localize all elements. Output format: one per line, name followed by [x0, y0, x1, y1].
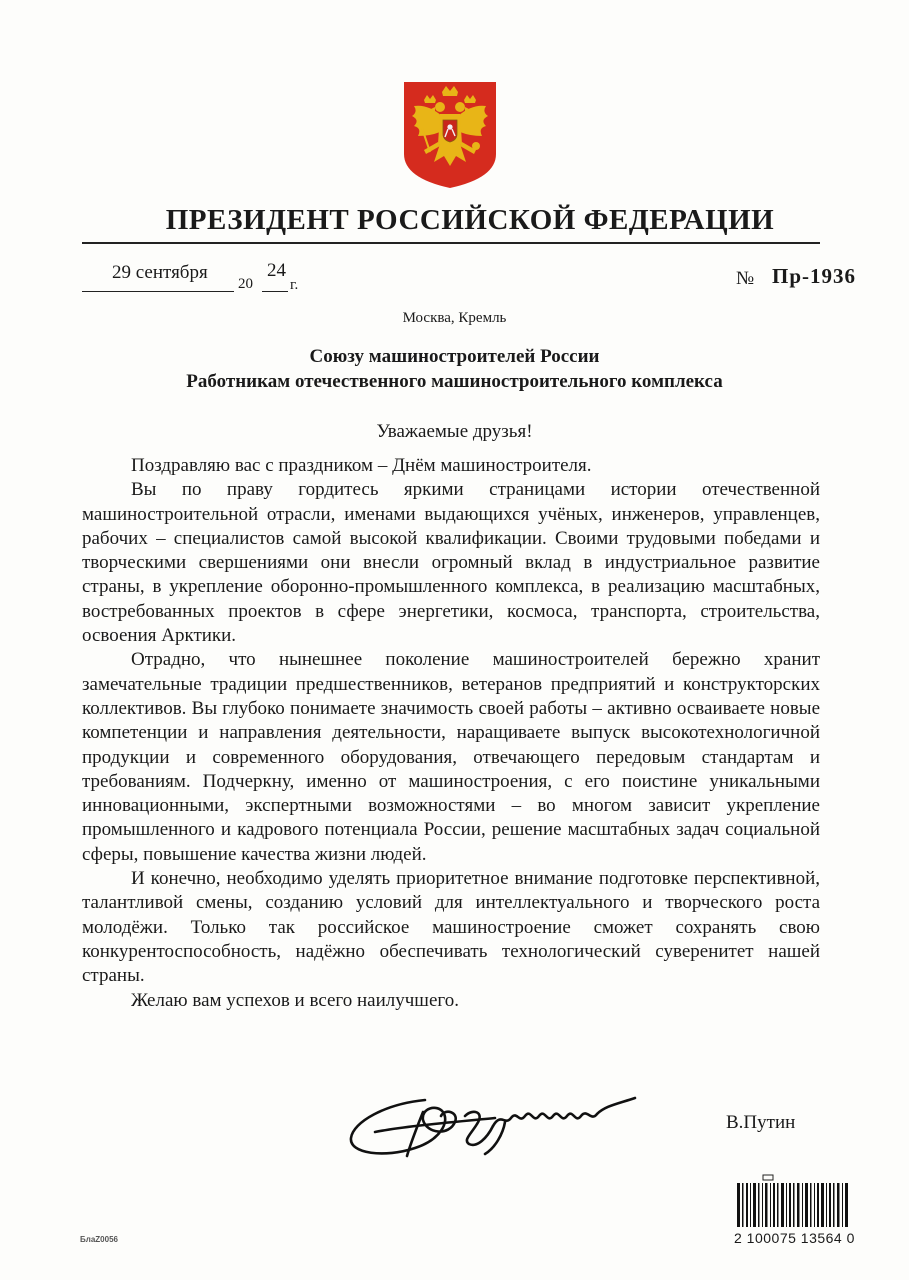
form-code: БлаZ0056	[80, 1235, 118, 1244]
letter-body	[82, 454, 820, 1013]
addressee-block	[0, 344, 909, 394]
body-paragraph: Отрадно, что нынешнее поколение машиностроителей бережно хранит замечательные традиции предшественников, ветеранов предприятий и конструкторских коллективов. Вы глубоко понимаете значимость своей работы – активно осваиваете новые компетенции и направления деятельности, наращиваете выпуск высокотехнологичной продукции и современного оборудования, отвечающего передовым стандартам и требованиям. Подчеркну, именно от машиностроения, с его поистине уникальными инновационными, экспертными возможностями – во многом зависит укрепление промышленного и кадрового потенциала России, решение масштабных задач социальной сферы, повышение качества жизни людей.	[82, 649, 820, 865]
body-paragraph: Вы по праву гордитесь яркими страницами истории отечественной машиностроительной отрасли, именами выдающихся учёных, инженеров, управленцев, рабочих – специалистов самой высокой квалификации. Своими трудовыми победами и творческими свершениями они внесли огромный вклад в индустриальное развитие страны, в укрепление оборонно-промышленного комплекса, в реализацию масштабных, востребованных проектов в сфере энергетики, космоса, транспорта, строительства, освоения Арктики.	[82, 479, 820, 647]
salutation: Уважаемые друзья!	[376, 421, 533, 442]
barcode-icon	[733, 1173, 853, 1229]
body-paragraph: Желаю вам успехов и всего наилучшего.	[131, 989, 459, 1011]
document-date: 29 сентября	[112, 262, 208, 283]
document-header-title: ПРЕЗИДЕНТ РОССИЙСКОЙ ФЕДЕРАЦИИ	[165, 204, 775, 236]
number-sign: №	[736, 268, 755, 289]
barcode-number: 2 100075 13564 0	[734, 1230, 855, 1246]
handwritten-signature-icon	[345, 1082, 645, 1162]
body-paragraph: Поздравляю вас с праздником – Днём машиностроителя.	[131, 455, 592, 476]
addressee-line: Работникам отечественного машиностроительного комплекса	[186, 371, 723, 392]
header-divider	[82, 242, 820, 244]
date-year: 24	[267, 260, 286, 281]
body-paragraph: И конечно, необходимо уделять приоритетное внимание подготовке перспективной, талантливой смены, созданию условий для интеллектуального и творческого роста молодёжи. Только так российское машиностроение сможет сохранять свою конкурентоспособность, надёжно обеспечивать технологический суверенитет нашей страны.	[82, 868, 820, 987]
document-number: Пр-1936	[772, 264, 857, 288]
addressee-line: Союзу машиностроителей России	[309, 346, 600, 367]
year-underline	[262, 291, 288, 292]
date-year-suffix: г.	[290, 277, 299, 293]
date-underline	[82, 291, 234, 292]
date-century: 20	[238, 276, 253, 292]
document-place: Москва, Кремль	[402, 310, 507, 326]
signer-name: В.Путин	[726, 1112, 796, 1133]
coat-of-arms-icon	[402, 80, 498, 190]
